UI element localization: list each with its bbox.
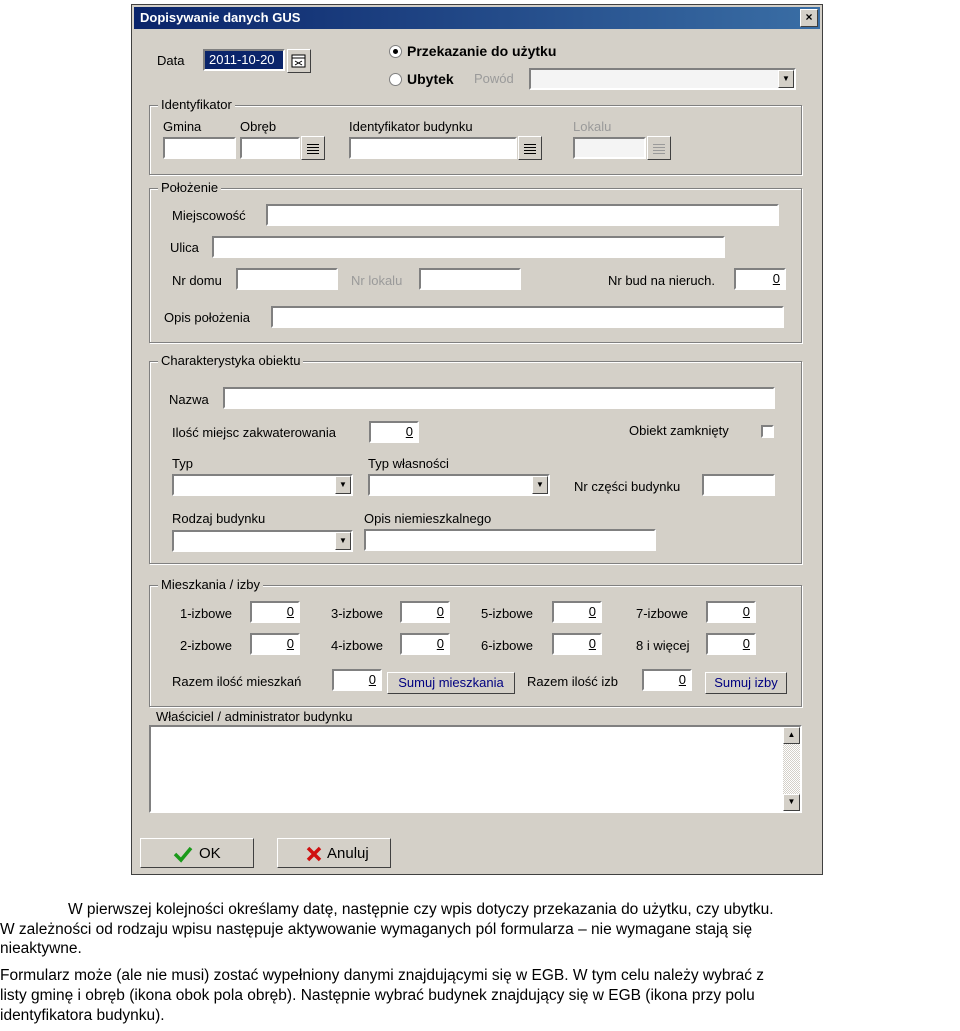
- mieszkania-item-label: 2-izbowe: [180, 638, 233, 653]
- typ-wlasnosci-select[interactable]: [368, 474, 550, 496]
- anuluj-button[interactable]: [277, 838, 391, 868]
- polozenie-title: Położenie: [158, 180, 221, 195]
- miejscowosc-input[interactable]: [266, 204, 779, 226]
- paragraph-3c: identyfikatora budynku).: [0, 1007, 165, 1024]
- mieszkania-item-value: 0: [742, 636, 750, 651]
- nr-bud-label: Nr bud na nieruch.: [608, 273, 715, 288]
- obreb-list-button[interactable]: [301, 136, 325, 160]
- budynek-list-button[interactable]: [518, 136, 542, 160]
- rodzaj-select[interactable]: [172, 530, 353, 552]
- nr-domu-input[interactable]: [236, 268, 338, 290]
- chevron-down-icon[interactable]: ▼: [532, 476, 548, 494]
- ilosc-value: 0: [405, 424, 413, 439]
- nr-lokalu-input[interactable]: [419, 268, 521, 290]
- sumuj-mieszkania-button[interactable]: Sumuj mieszkania: [387, 672, 515, 694]
- mieszkania-item-label: 8 i więcej: [636, 638, 690, 653]
- nr-bud-input[interactable]: [734, 268, 786, 290]
- mieszkania-item-value: 0: [742, 604, 750, 619]
- opis-polozenia-label: Opis położenia: [164, 310, 250, 325]
- obiekt-label: Obiekt zamknięty: [629, 423, 729, 438]
- mieszkania-item-label: 4-izbowe: [331, 638, 384, 653]
- razem-mieszkan-input[interactable]: [332, 669, 382, 691]
- mieszkania-item-value: 0: [436, 604, 444, 619]
- mieszkania-item-label: 6-izbowe: [481, 638, 534, 653]
- mieszkania-item-input[interactable]: [552, 633, 602, 655]
- gmina-label: Gmina: [163, 119, 202, 134]
- razem-izb-value: 0: [678, 672, 686, 687]
- typ-label: Typ: [172, 456, 193, 471]
- mieszkania-item-label: 1-izbowe: [180, 606, 233, 621]
- title-bar: [134, 7, 820, 29]
- scroll-down-icon[interactable]: ▼: [783, 794, 800, 811]
- ilosc-input[interactable]: [369, 421, 419, 443]
- mieszkania-item-input[interactable]: [706, 601, 756, 623]
- razem-mieszkan-value: 0: [368, 672, 376, 687]
- chevron-down-icon[interactable]: ▼: [335, 532, 351, 550]
- wlasciciel-textarea[interactable]: [149, 725, 802, 813]
- paragraph-2a: W zależności od rodzaju wpisu następuje aktywowanie wymaganych pól formularza – nie wymagane stają się: [0, 921, 753, 938]
- scrollbar[interactable]: [783, 727, 800, 811]
- nr-domu-label: Nr domu: [172, 273, 222, 288]
- powod-label: Powód: [474, 71, 514, 86]
- mieszkania-item-input[interactable]: [400, 633, 450, 655]
- mieszkania-item-value: 0: [588, 636, 596, 651]
- mieszkania-item-input[interactable]: [706, 633, 756, 655]
- typ-wlasnosci-label: Typ własności: [368, 456, 449, 471]
- paragraph-1: W pierwszej kolejności określamy datę, następnie czy wpis dotyczy przekazania do użytku, czy ubytku.: [68, 901, 774, 918]
- radio-przekazanie-label: Przekazanie do użytku: [407, 43, 557, 59]
- mieszkania-item-label: 5-izbowe: [481, 606, 534, 621]
- gmina-input[interactable]: [163, 137, 236, 159]
- calendar-button[interactable]: [287, 49, 311, 73]
- wlasciciel-label: Właściciel / administrator budynku: [156, 709, 353, 724]
- lokalu-list-button[interactable]: [647, 136, 671, 160]
- ok-label: OK: [199, 845, 221, 862]
- dialog-window: [131, 4, 823, 875]
- paragraph-3b: listy gminę i obręb (ikona obok pola obręb). Następnie wybrać budynek znajdujący się w EGB (ikona przy polu: [0, 987, 755, 1004]
- chevron-down-icon[interactable]: ▼: [335, 476, 351, 494]
- nr-bud-value: 0: [772, 271, 780, 286]
- scroll-up-icon[interactable]: ▲: [783, 727, 800, 744]
- nazwa-label: Nazwa: [169, 392, 209, 407]
- opis-niemieszkalnego-label: Opis niemieszkalnego: [364, 511, 492, 526]
- powod-select[interactable]: [529, 68, 796, 90]
- razem-izb-label: Razem ilość izb: [527, 674, 619, 689]
- ulica-input[interactable]: [212, 236, 725, 258]
- mieszkania-item-value: 0: [286, 636, 294, 651]
- data-input[interactable]: 2011-10-20: [203, 49, 285, 71]
- budynek-input[interactable]: [349, 137, 517, 159]
- nazwa-input[interactable]: [223, 387, 775, 409]
- x-icon: [305, 845, 323, 863]
- razem-izb-input[interactable]: [642, 669, 692, 691]
- nr-czesci-input[interactable]: [702, 474, 775, 496]
- ilosc-label: Ilość miejsc zakwaterowania: [172, 425, 337, 440]
- mieszkania-item-input[interactable]: [400, 601, 450, 623]
- charakterystyka-title: Charakterystyka obiektu: [158, 353, 303, 368]
- opis-polozenia-input[interactable]: [271, 306, 784, 328]
- mieszkania-item-value: 0: [588, 604, 596, 619]
- radio-przekazanie[interactable]: [389, 45, 402, 58]
- mieszkania-title: Mieszkania / izby: [158, 577, 263, 592]
- lokalu-label: Lokalu: [573, 119, 612, 134]
- obreb-input[interactable]: [240, 137, 300, 159]
- budynek-label: Identyfikator budynku: [349, 119, 473, 134]
- calendar-icon: [290, 52, 308, 70]
- mieszkania-item-input[interactable]: [250, 601, 300, 623]
- radio-ubytek[interactable]: [389, 73, 402, 86]
- lokalu-input[interactable]: [573, 137, 646, 159]
- ulica-label: Ulica: [170, 240, 199, 255]
- mieszkania-item-label: 7-izbowe: [636, 606, 689, 621]
- mieszkania-item-value: 0: [436, 636, 444, 651]
- paragraph-2b: nieaktywne.: [0, 940, 82, 957]
- mieszkania-item-input[interactable]: [250, 633, 300, 655]
- obreb-label: Obręb: [240, 119, 277, 134]
- chevron-down-icon[interactable]: ▼: [778, 70, 794, 88]
- nr-lokalu-label: Nr lokalu: [351, 273, 403, 288]
- mieszkania-item-label: 3-izbowe: [331, 606, 384, 621]
- mieszkania-item-input[interactable]: [552, 601, 602, 623]
- rodzaj-label: Rodzaj budynku: [172, 511, 266, 526]
- data-label: Data: [157, 53, 185, 68]
- identyfikator-title: Identyfikator: [158, 97, 235, 112]
- razem-mieszkan-label: Razem ilość mieszkań: [172, 674, 302, 689]
- window-title: Dopisywanie danych GUS: [140, 10, 301, 25]
- typ-select[interactable]: [172, 474, 353, 496]
- ok-button[interactable]: [140, 838, 254, 868]
- paragraph-3a: Formularz może (ale nie musi) zostać wypełniony danymi znajdującymi się w EGB. W tym celu należy wybrać z: [0, 967, 765, 984]
- nr-czesci-label: Nr części budynku: [574, 479, 681, 494]
- anuluj-label: Anuluj: [327, 845, 369, 862]
- opis-niemieszkalnego-input[interactable]: [364, 529, 656, 551]
- check-icon: [173, 845, 193, 863]
- sumuj-izby-button[interactable]: Sumuj izby: [705, 672, 787, 694]
- miejscowosc-label: Miejscowość: [172, 208, 246, 223]
- obiekt-checkbox[interactable]: [761, 425, 774, 438]
- radio-ubytek-label: Ubytek: [407, 71, 454, 87]
- mieszkania-item-value: 0: [286, 604, 294, 619]
- close-button[interactable]: ×: [800, 9, 818, 27]
